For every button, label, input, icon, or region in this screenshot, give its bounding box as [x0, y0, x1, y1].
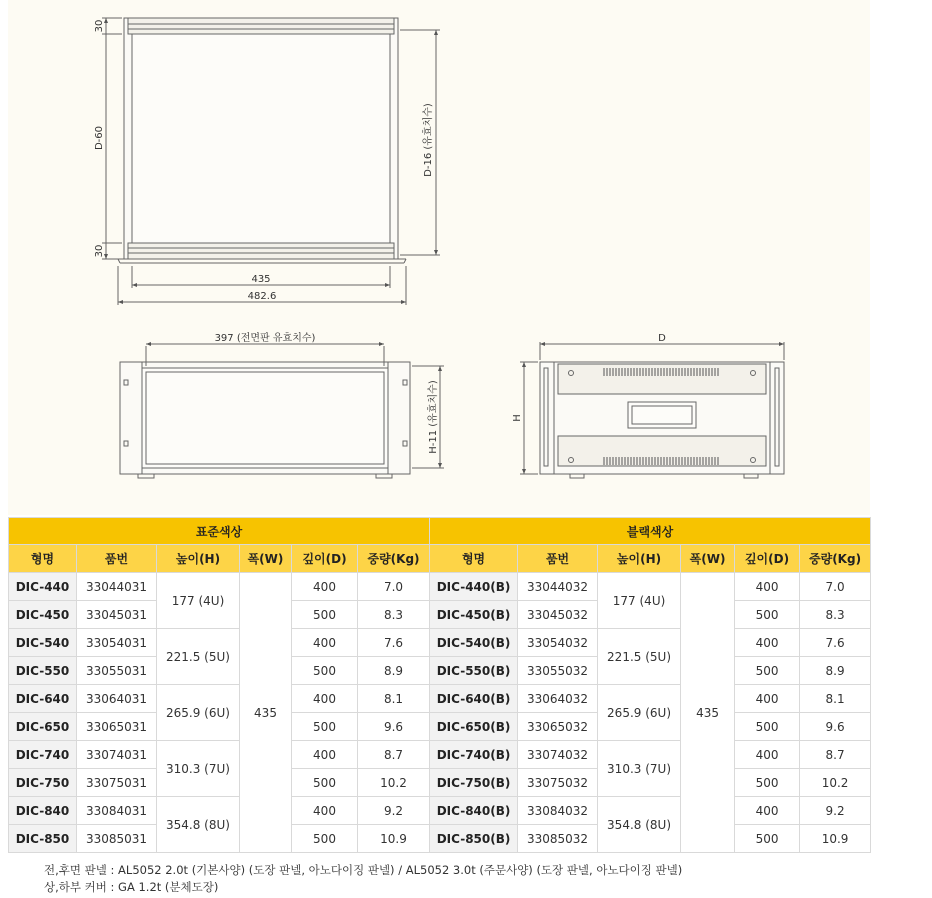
blk-weight: 8.9 [800, 657, 871, 685]
blk-part: 33065032 [518, 713, 598, 741]
blk-depth: 500 [735, 657, 800, 685]
std-depth: 500 [292, 657, 358, 685]
std-depth: 400 [292, 573, 358, 601]
std-depth: 500 [292, 601, 358, 629]
std-model: DIC-650 [9, 713, 77, 741]
front-view-drawing [120, 344, 444, 478]
std-model: DIC-850 [9, 825, 77, 853]
blk-part: 33085032 [518, 825, 598, 853]
std-part: 33085031 [77, 825, 157, 853]
blk-model: DIC-640(B) [430, 685, 518, 713]
top-dim-d60: D-60 [94, 125, 105, 151]
std-depth: 500 [292, 825, 358, 853]
blk-part: 33055032 [518, 657, 598, 685]
table-row [9, 573, 871, 601]
std-height: 310.3 (7U) [157, 741, 240, 797]
blk-weight: 9.6 [800, 713, 871, 741]
top-dim-482-6: 482.6 [247, 291, 277, 302]
std-height: 221.5 (5U) [157, 629, 240, 685]
std-weight: 8.7 [358, 741, 430, 769]
blk-part: 33045032 [518, 601, 598, 629]
col-height-blk: 높이(H) [598, 545, 681, 573]
table-row [9, 769, 871, 797]
blk-depth: 400 [735, 573, 800, 601]
blk-weight: 10.2 [800, 769, 871, 797]
blk-depth: 500 [735, 825, 800, 853]
std-part: 33074031 [77, 741, 157, 769]
blk-width: 435 [681, 573, 735, 853]
col-part-blk: 품번 [518, 545, 598, 573]
blk-model: DIC-440(B) [430, 573, 518, 601]
blk-part: 33084032 [518, 797, 598, 825]
std-model: DIC-640 [9, 685, 77, 713]
col-part-std: 품번 [77, 545, 157, 573]
top-view-drawing [102, 18, 440, 305]
blk-model: DIC-740(B) [430, 741, 518, 769]
top-dim-30-upper: 30 [94, 19, 105, 33]
blk-height: 221.5 (5U) [598, 629, 681, 685]
std-depth: 400 [292, 741, 358, 769]
table-row [9, 601, 871, 629]
std-part: 33084031 [77, 797, 157, 825]
blk-height: 177 (4U) [598, 573, 681, 629]
col-model-blk: 형명 [430, 545, 518, 573]
blk-weight: 8.7 [800, 741, 871, 769]
col-height-std: 높이(H) [157, 545, 240, 573]
blk-model: DIC-750(B) [430, 769, 518, 797]
std-weight: 7.6 [358, 629, 430, 657]
side-dim-h: H [512, 414, 523, 422]
blk-depth: 400 [735, 741, 800, 769]
blk-weight: 8.3 [800, 601, 871, 629]
std-part: 33044031 [77, 573, 157, 601]
blk-weight: 10.9 [800, 825, 871, 853]
std-weight: 9.6 [358, 713, 430, 741]
front-dim-h11: H-11 (유효치수) [428, 380, 439, 454]
std-depth: 400 [292, 797, 358, 825]
std-height: 354.8 (8U) [157, 797, 240, 853]
front-dim-397: 397 (전면판 유효치수) [214, 333, 316, 344]
col-weight-blk: 중량(Kg) [800, 545, 871, 573]
blk-depth: 500 [735, 713, 800, 741]
blk-depth: 400 [735, 685, 800, 713]
std-weight: 8.1 [358, 685, 430, 713]
blk-model: DIC-650(B) [430, 713, 518, 741]
blk-depth: 500 [735, 769, 800, 797]
blk-weight: 7.6 [800, 629, 871, 657]
blk-weight: 7.0 [800, 573, 871, 601]
std-weight: 8.3 [358, 601, 430, 629]
blk-part: 33074032 [518, 741, 598, 769]
std-weight: 10.9 [358, 825, 430, 853]
table-row [9, 713, 871, 741]
spec-table [8, 517, 871, 853]
std-depth: 400 [292, 685, 358, 713]
blk-part: 33075032 [518, 769, 598, 797]
std-part: 33055031 [77, 657, 157, 685]
std-height: 177 (4U) [157, 573, 240, 629]
blk-depth: 400 [735, 797, 800, 825]
blk-height: 310.3 (7U) [598, 741, 681, 797]
std-depth: 400 [292, 629, 358, 657]
std-model: DIC-840 [9, 797, 77, 825]
std-part: 33065031 [77, 713, 157, 741]
table-row [9, 685, 871, 713]
technical-drawings [8, 0, 870, 515]
std-model: DIC-540 [9, 629, 77, 657]
blk-part: 33044032 [518, 573, 598, 601]
technical-drawing-area [8, 0, 870, 515]
blk-model: DIC-850(B) [430, 825, 518, 853]
blk-weight: 8.1 [800, 685, 871, 713]
note-cover-material: 상,하부 커버 : GA 1.2t (분체도장) [44, 880, 219, 894]
table-row [9, 741, 871, 769]
std-model: DIC-450 [9, 601, 77, 629]
col-weight-std: 중량(Kg) [358, 545, 430, 573]
top-dim-435: 435 [251, 274, 271, 285]
blk-weight: 9.2 [800, 797, 871, 825]
top-dim-d16: D-16 (유효치수) [423, 103, 434, 177]
col-depth-blk: 깊이(D) [735, 545, 800, 573]
group-black-header: 블랙색상 [430, 518, 871, 545]
table-row [9, 797, 871, 825]
std-weight: 10.2 [358, 769, 430, 797]
blk-model: DIC-840(B) [430, 797, 518, 825]
table-row [9, 825, 871, 853]
blk-part: 33054032 [518, 629, 598, 657]
group-standard-header: 표준색상 [9, 518, 430, 545]
std-part: 33045031 [77, 601, 157, 629]
blk-height: 265.9 (6U) [598, 685, 681, 741]
col-width-blk: 폭(W) [681, 545, 735, 573]
std-model: DIC-550 [9, 657, 77, 685]
top-dim-30-lower: 30 [94, 244, 105, 258]
blk-model: DIC-450(B) [430, 601, 518, 629]
col-model-std: 형명 [9, 545, 77, 573]
blk-model: DIC-550(B) [430, 657, 518, 685]
std-part: 33064031 [77, 685, 157, 713]
std-model: DIC-440 [9, 573, 77, 601]
side-dim-d: D [658, 333, 666, 344]
std-model: DIC-750 [9, 769, 77, 797]
std-weight: 7.0 [358, 573, 430, 601]
std-model: DIC-740 [9, 741, 77, 769]
col-depth-std: 깊이(D) [292, 545, 358, 573]
blk-height: 354.8 (8U) [598, 797, 681, 853]
blk-part: 33064032 [518, 685, 598, 713]
std-depth: 500 [292, 769, 358, 797]
note-panel-material: 전,후면 판넬 : AL5052 2.0t (기본사양) (도장 판넬, 아노다이징 판넬) / AL5052 3.0t (주문사양) (도장 판넬, 아노다이징 판넬) [44, 863, 683, 877]
std-width: 435 [240, 573, 292, 853]
table-row [9, 657, 871, 685]
std-depth: 500 [292, 713, 358, 741]
std-weight: 8.9 [358, 657, 430, 685]
table-row [9, 629, 871, 657]
blk-depth: 400 [735, 629, 800, 657]
spec-notes [44, 862, 682, 896]
blk-depth: 500 [735, 601, 800, 629]
std-height: 265.9 (6U) [157, 685, 240, 741]
std-part: 33075031 [77, 769, 157, 797]
col-width-std: 폭(W) [240, 545, 292, 573]
blk-model: DIC-540(B) [430, 629, 518, 657]
std-part: 33054031 [77, 629, 157, 657]
std-weight: 9.2 [358, 797, 430, 825]
